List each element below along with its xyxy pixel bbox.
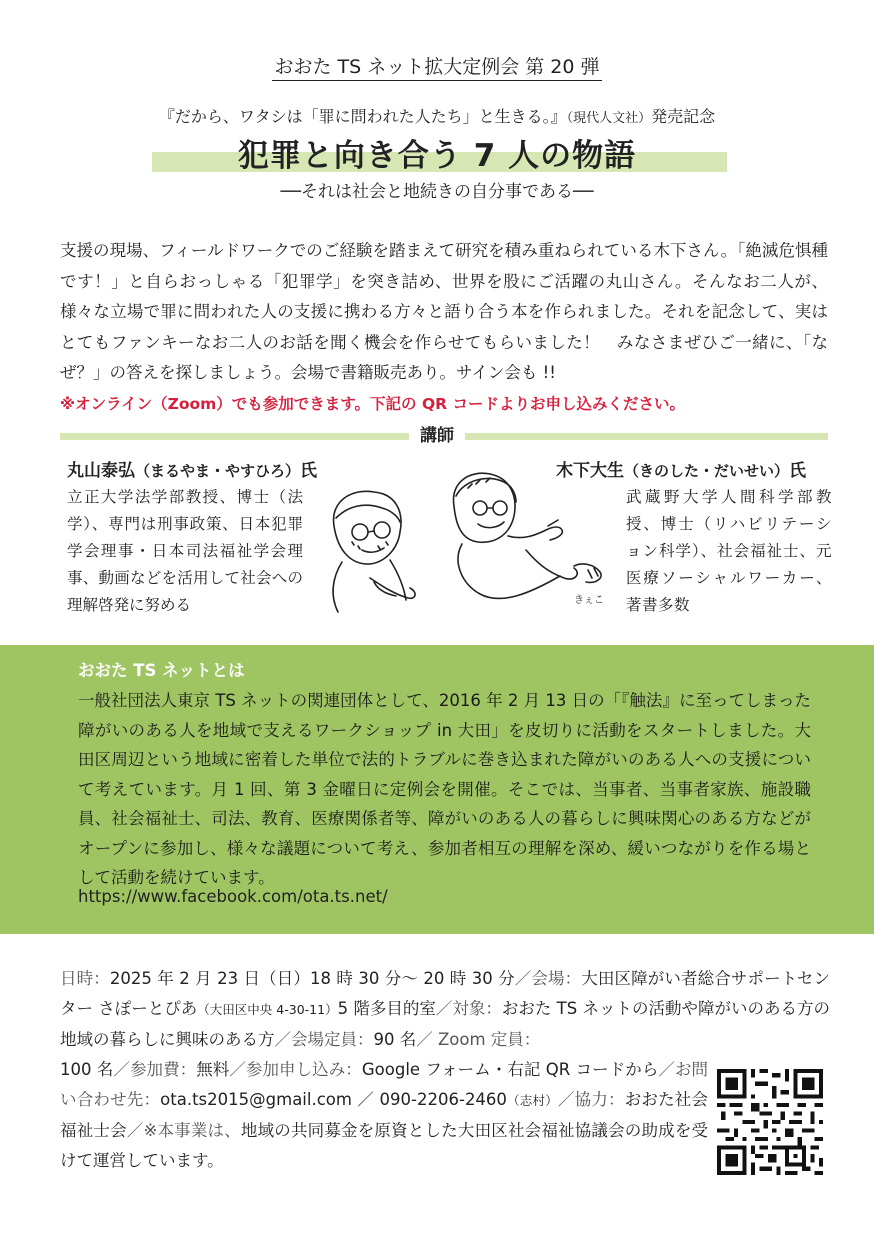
illustration-signature: きぇこ (574, 595, 604, 606)
event-details (60, 964, 830, 1176)
contact-separator: ／ (351, 1090, 380, 1109)
book-subtitle (0, 104, 874, 127)
venue-address: （大田区中央 4-30-11） (197, 1002, 338, 1017)
org-description: 一般社団法人東京 TS ネットの関連団体として、2016 年 2 月 13 日の「『触法』に至ってしまった障がいのある人を地域で支えるワークショップ in 大田」を皮切りに活動をスタートしました。大田区周辺という地域に密着した単位で法的トラブルに巻き込まれた障がいのある人への支援について考えています。月 1 回、第 3 金曜日に定例会を開催。そこでは、当事者、当事者家族、施設職員、社会福祉士、司法、教育、医療関係者等、障がいのある人の暮らしに興味関心のある方などがオープンに参加し、様々な議題について考え、参加者相互の理解を深め、緩いつながりを作る場として活動を続けています。 (78, 691, 811, 887)
zoom-capacity-value: 100 名 (60, 1060, 114, 1079)
target-value: おおた TS ネットの活動や障がいのある方の地域の暮らしに興味のある方 (60, 999, 831, 1049)
venue-label: ／会場： (514, 969, 582, 988)
lecturers-illustration (312, 466, 617, 616)
capacity-value: 90 名 (373, 1030, 417, 1049)
apply-label: ／参加申し込み： (229, 1060, 362, 1079)
lecturer-divider-left (60, 433, 420, 440)
series-title (0, 52, 874, 79)
lecturer-left-name (67, 456, 317, 481)
contact-email[interactable]: ota.ts2015@gmail.com (160, 1090, 352, 1109)
venue-value: 大田区障がい者総合サポートセンター さぽーとぴあ (60, 969, 831, 1018)
coop-value: おおた社会福祉士会 (60, 1090, 708, 1140)
venue-room: 5 階多目的室 (337, 999, 436, 1018)
apply-value: Google フォーム・右記 QR コードから (361, 1060, 659, 1079)
note-value: 地域の共同募金を原資とした大田区社会福祉協議会の助成を受けて運営しています。 (60, 1121, 709, 1170)
lecturer-right-bio: 武蔵野大学人間科学部教授、博士（リハビリテーション科学）、社会福祉士、元医療ソーシャルワーカー、著書多数 (626, 488, 832, 614)
book-publisher: （現代人文社） (566, 111, 652, 126)
org-facebook-link[interactable]: https://www.facebook.com/ota.ts.net/ (78, 887, 388, 906)
lecturer-left-kana: （まるやま・やすひろ） (135, 462, 301, 480)
lecturer-right-name-text: 木下大生 (556, 461, 624, 481)
contact-label: ／お問い合わせ先： (60, 1060, 709, 1109)
fee-label: ／参加費： (113, 1060, 197, 1079)
lecturer-divider-right (454, 433, 828, 440)
org-heading: おおた TS ネットとは (78, 661, 245, 680)
fee-value: 無料 (196, 1060, 230, 1079)
book-title: 『だから、ワタシは「罪に問われた人たち」と生きる。』 (158, 107, 567, 126)
date-label: 日時： (60, 969, 110, 988)
event-lines-beside-qr (60, 1055, 708, 1176)
book-release-label: 発売記念 (651, 107, 716, 126)
event-title: 犯罪と向き合う 7 人の物語 (237, 138, 637, 174)
online-note: ※オンライン（Zoom）でも参加できます。下記の QR コードよりお申し込みください。 (60, 394, 685, 413)
date-value: 2025 年 2 月 23 日（日）18 時 30 分～ 20 時 30 分 (109, 969, 515, 988)
contact-person: （志村） (506, 1093, 558, 1108)
event-tagline: ──それは社会と地続きの自分事である── (280, 182, 594, 202)
zoom-capacity-label: ／ Zoom 定員： (416, 1030, 541, 1049)
lecturer-left-honorific: 氏 (300, 461, 318, 481)
lecturer-heading: 講師 (409, 421, 465, 446)
lecturer-right-kana: （きのした・だいせい） (624, 462, 790, 480)
lecturer-right-honorific: 氏 (789, 461, 807, 481)
series-title-text: おおた TS ネット拡大定例会 第 20 弾 (272, 56, 601, 81)
contact-phone: 090-2206-2460 (379, 1090, 507, 1109)
lecturer-left-bio: 立正大学法学部教授、博士（法学）、専門は刑事政策、日本犯罪学会理事・日本司法福祉学会理事、動画などを活用して社会への理解啓発に努める (67, 488, 303, 614)
registration-qr-code[interactable] (717, 1069, 823, 1175)
intro-paragraph (60, 236, 828, 419)
capacity-label: ／会場定員： (274, 1030, 374, 1049)
intro-text: 支援の現場、フィールドワークでのご経験を踏まえて研究を積み重ねられている木下さん。「絶滅危惧種です！」と自らおっしゃる「犯罪学」を突き詰め、世界を股にご活躍の丸山さん。そんなお二人が、様々な立場で罪に問われた人の支援に携わる方々と語り合う本を作られました。それを記念して、実はとてもファンキーなお二人のお話を聞く機会を作らせてもらいました！ みなさまぜひご一緒に、「なぜ？」の答えを探しましょう。会場で書籍販売あり。サイン会も !! (60, 241, 828, 382)
coop-label: ／協力： (557, 1090, 625, 1109)
lecturer-left-name-text: 丸山泰弘 (67, 461, 135, 481)
note-label: ／※本事業は、 (126, 1121, 241, 1140)
target-label: ／対象： (435, 999, 502, 1018)
